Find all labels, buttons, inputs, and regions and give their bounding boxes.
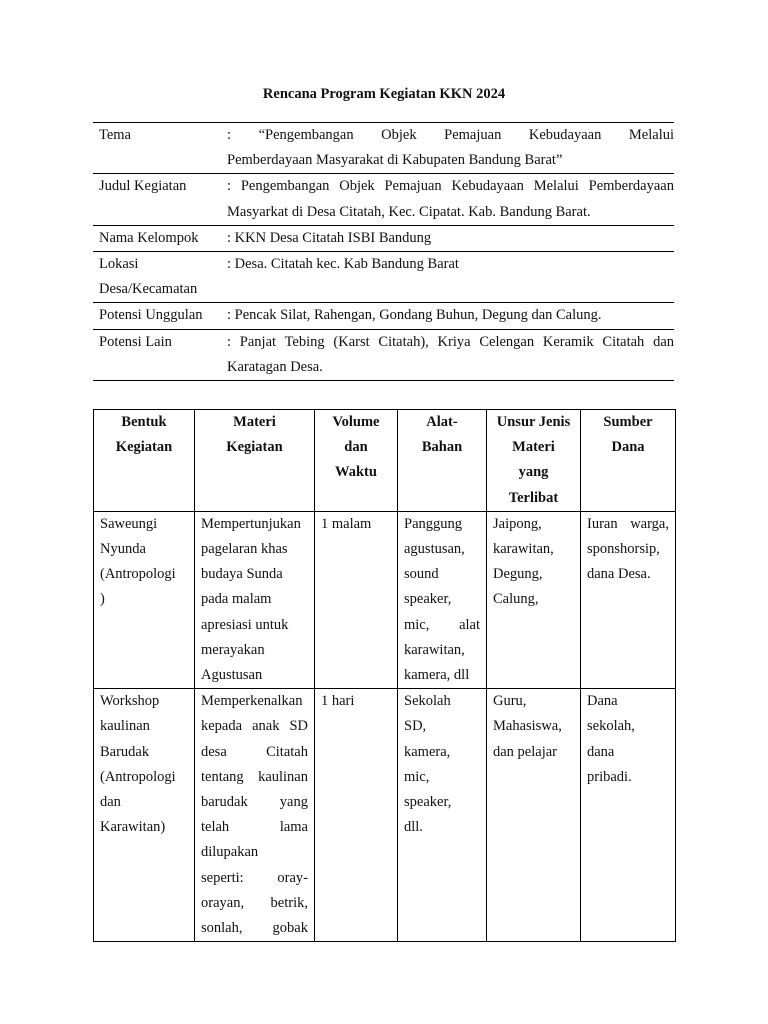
table-cell-line: Panggung	[404, 515, 462, 532]
column-header	[94, 410, 195, 512]
info-value	[221, 123, 674, 174]
table-row	[94, 689, 676, 942]
table-cell-line: Saweungi	[100, 515, 158, 532]
info-value-line: : Pengembangan Objek Pemajuan Kebudayaan Melalui Pemberdayaan	[227, 178, 674, 195]
info-label	[93, 225, 221, 251]
info-value-line: Karatagan Desa.	[227, 358, 323, 375]
info-row	[93, 252, 674, 303]
info-label	[93, 252, 221, 303]
info-row	[93, 123, 674, 174]
column-header	[581, 410, 676, 512]
table-cell-line: speaker,	[404, 794, 452, 811]
info-label	[93, 123, 221, 174]
table-cell-line: Jaipong,	[493, 515, 542, 532]
table-cell	[581, 689, 676, 942]
table-cell-line: tentang kaulinan	[201, 768, 308, 785]
table-row	[94, 511, 676, 688]
info-label-line: Desa/Kecamatan	[99, 281, 198, 298]
table-cell	[315, 689, 398, 942]
table-cell-line: 1 hari	[321, 693, 355, 710]
column-header-line: Materi	[233, 414, 276, 430]
info-value-line: : KKN Desa Citatah ISBI Bandung	[227, 229, 432, 246]
table-cell-line: pagelaran khas	[201, 541, 288, 558]
table-cell-line: Mempertunjukan	[201, 515, 301, 532]
table-cell	[487, 511, 581, 688]
info-value-line: Pemberdayaan Masyarakat di Kabupaten Bandung Barat”	[227, 152, 563, 169]
table-cell-line: pribadi.	[587, 768, 632, 785]
table-cell-line: Sekolah	[404, 693, 451, 710]
table-cell	[487, 689, 581, 942]
table-cell-line: kaulinan	[100, 718, 150, 735]
info-value	[221, 174, 674, 225]
document-title: Rencana Program Kegiatan KKN 2024	[262, 86, 506, 102]
table-cell-line: merayakan	[201, 641, 265, 658]
info-value	[221, 303, 674, 329]
column-header-line: dan	[344, 439, 368, 456]
table-cell-line: Karawitan)	[100, 819, 166, 836]
column-header	[487, 410, 581, 512]
table-cell-line: dll.	[404, 819, 423, 836]
info-value-line: : Pencak Silat, Rahengan, Gondang Buhun, Degung dan Calung.	[227, 307, 602, 324]
info-row	[93, 174, 674, 225]
column-header	[398, 410, 487, 512]
table-cell-line: sonlah, gobak	[201, 920, 308, 937]
column-header-line: Alat-	[426, 414, 458, 430]
column-header-line: yang	[518, 464, 549, 481]
table-cell-line: kepada anak SD	[201, 718, 308, 735]
table-cell-line: mic,	[404, 768, 430, 785]
info-value	[221, 225, 674, 251]
info-value	[221, 252, 674, 303]
column-header-line: Bahan	[421, 439, 463, 456]
table-cell-line: agustusan,	[404, 541, 465, 558]
table-cell	[94, 511, 195, 688]
table-cell-line: dan pelajar	[493, 743, 558, 760]
info-label	[93, 303, 221, 329]
table-cell-line: Memperkenalkan	[201, 693, 303, 710]
column-header-line: Bentuk	[121, 414, 167, 430]
table-cell-line: telah lama	[201, 819, 308, 836]
table-cell-line: budaya Sunda	[201, 566, 283, 583]
activity-table	[93, 409, 676, 942]
table-cell-line: )	[100, 591, 105, 608]
table-cell-line: karawitan,	[493, 541, 554, 558]
table-cell-line: speaker,	[404, 591, 452, 608]
table-cell-line: apresiasi untuk	[201, 616, 289, 633]
table-cell-line: barudak yang	[201, 794, 308, 811]
info-value-line: : Desa. Citatah kec. Kab Bandung Barat	[227, 256, 459, 273]
column-header	[315, 410, 398, 512]
table-cell	[398, 689, 487, 942]
table-cell-line: mic, alat	[404, 616, 480, 633]
table-cell-line: kamera,	[404, 743, 451, 760]
table-cell-line: Calung,	[493, 591, 539, 608]
table-cell	[398, 511, 487, 688]
info-label	[93, 329, 221, 380]
table-cell-line: Mahasiswa,	[493, 718, 562, 735]
info-label	[93, 174, 221, 225]
table-cell-line: sekolah,	[587, 718, 635, 735]
table-cell-line: Agustusan	[201, 667, 263, 684]
column-header	[195, 410, 315, 512]
table-cell	[315, 511, 398, 688]
column-header-line: Kegiatan	[226, 439, 283, 456]
table-cell-line: Guru,	[493, 693, 527, 710]
table-cell-line: dan	[100, 794, 121, 811]
info-label-line: Tema	[99, 127, 131, 143]
table-cell-line: desa Citatah	[201, 743, 308, 760]
table-cell-line: karawitan,	[404, 641, 465, 658]
info-row	[93, 303, 674, 329]
table-cell-line: Dana	[587, 693, 618, 710]
info-row	[93, 225, 674, 251]
column-header-line: Waktu	[335, 464, 377, 481]
info-row	[93, 329, 674, 380]
table-cell-line: dilupakan	[201, 844, 259, 861]
info-table	[93, 122, 674, 381]
column-header-line: Sumber	[603, 414, 653, 430]
info-label-line: Judul Kegiatan	[99, 178, 187, 195]
table-cell-line: Degung,	[493, 566, 543, 583]
column-header-line: Volume	[332, 414, 380, 430]
column-header-line: Unsur Jenis	[496, 414, 571, 430]
table-cell-line: sponshorsip,	[587, 541, 660, 558]
table-header-row	[94, 410, 676, 512]
info-value-line: : “Pengembangan Objek Pemajuan Kebudayaan Melalui	[227, 127, 674, 143]
table-cell-line: dana	[587, 743, 615, 760]
info-value-line: : Panjat Tebing (Karst Citatah), Kriya Celengan Keramik Citatah dan	[227, 333, 674, 350]
table-cell-line: SD,	[404, 718, 427, 735]
column-header-line: Materi	[512, 439, 555, 456]
table-cell-line: dana Desa.	[587, 566, 651, 583]
info-label-line: Nama Kelompok	[99, 229, 199, 246]
table-cell-line: (Antropologi	[100, 566, 176, 583]
column-header-line: Terlibat	[508, 489, 559, 506]
table-cell-line: Iuran warga,	[587, 515, 669, 532]
table-cell-line: (Antropologi	[100, 768, 176, 785]
table-cell	[581, 511, 676, 688]
info-label-line: Lokasi	[99, 256, 139, 273]
column-header-line: Kegiatan	[115, 439, 173, 456]
info-label-line: Potensi Unggulan	[99, 307, 203, 324]
table-cell	[195, 689, 315, 942]
table-cell-line: Nyunda	[100, 541, 146, 558]
table-cell-line: pada malam	[201, 591, 272, 608]
info-label-line: Potensi Lain	[99, 333, 172, 350]
info-value	[221, 329, 674, 380]
info-value-line: Masyarkat di Desa Citatah, Kec. Cipatat. Kab. Bandung Barat.	[227, 203, 591, 220]
column-header-line: Dana	[611, 439, 645, 456]
table-cell-line: orayan, betrik,	[201, 894, 308, 911]
table-cell-line: seperti: oray-	[201, 869, 308, 886]
table-cell-line: Workshop	[100, 693, 160, 710]
table-cell-line: sound	[404, 566, 439, 583]
table-cell	[195, 511, 315, 688]
table-cell-line: kamera, dll	[404, 667, 470, 684]
table-cell-line: 1 malam	[321, 515, 372, 532]
table-cell-line: Barudak	[100, 743, 150, 760]
table-cell	[94, 689, 195, 942]
